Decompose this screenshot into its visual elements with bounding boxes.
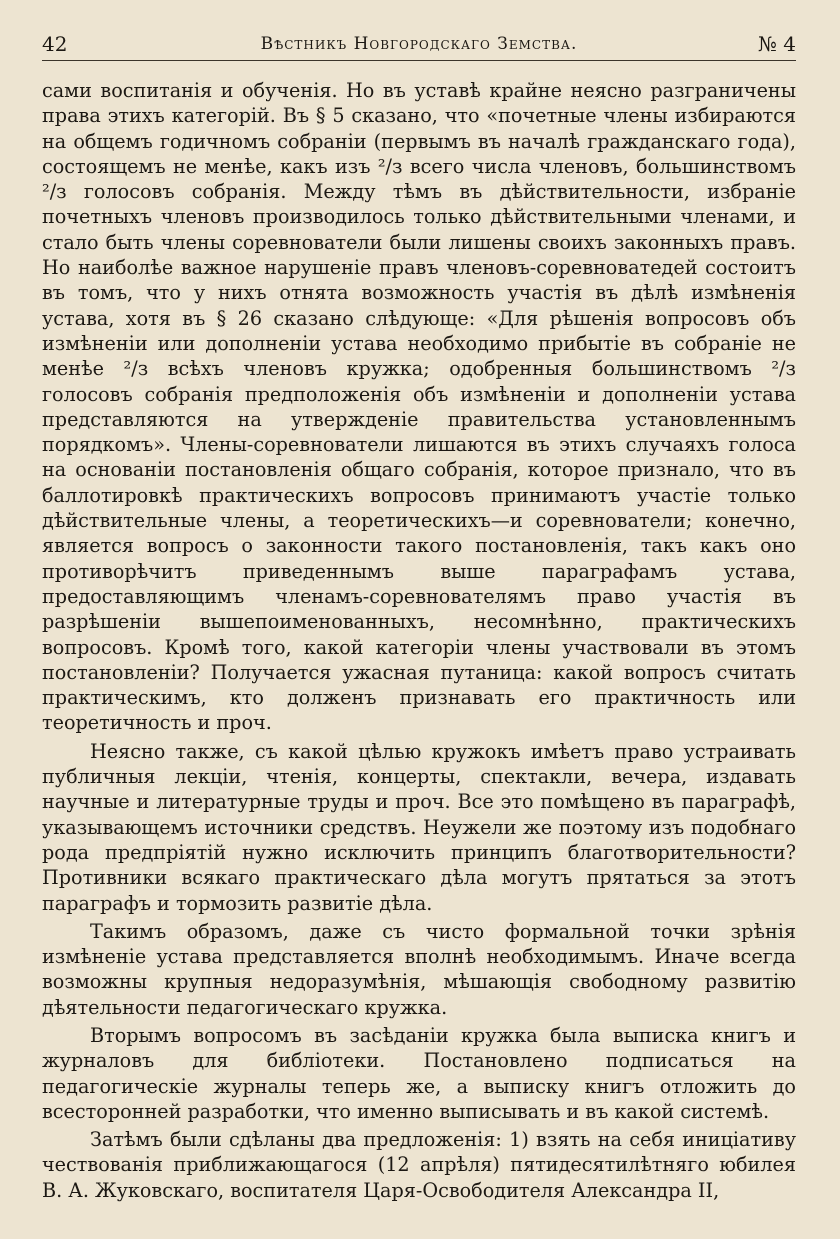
page-number: 42 — [42, 32, 68, 56]
running-title: Вѣстникъ Новгородскаго Земства. — [260, 34, 578, 54]
article-body — [42, 78, 796, 1203]
document-page — [42, 30, 796, 1206]
paragraph: сами воспитанія и обученія. Но въ уставѣ крайне неясно разграничены права этихъ категорій. Въ § 5 сказано, что «почетные члены избираются на общемъ годичномъ собраніи (первымъ въ началѣ гражданскаго года), состоящемъ не менѣе, какъ изъ ²/з всего числа членовъ, большинствомъ ²/з голосовъ собранія. Между тѣмъ въ дѣйствительности, избраніе почетныхъ членовъ производилось только дѣйствительными членами, и стало быть члены соревнователи были лишены своихъ законныхъ правъ. Но наиболѣе важное нарушеніе правъ членовъ-соревноватедей состоитъ въ томъ, что у нихъ отнята возможность участія въ дѣлѣ измѣненія устава, хотя въ § 26 сказано слѣдующе: «Для рѣшенія вопросовъ объ измѣненіи или дополненіи устава необходимо прибытіе въ собраніе не менѣе ²/з всѣхъ членовъ кружка; одобренныя большинствомъ ²/з голосовъ собранія предположенія объ измѣненіи и дополненіи устава представляются на утвержденіе правительства установленнымъ порядкомъ». Члены-соревнователи лишаются въ этихъ случаяхъ голоса на основаніи постановленія общаго собранія, которое признало, что въ баллотировкѣ практическихъ вопросовъ принимаютъ участіе только дѣйствительные члены, а теоретическихъ—и соревнователи; конечно, является вопросъ о законности такого постановленія, такъ какъ оно противорѣчитъ приведеннымъ выше параграфамъ устава, предоставляющимъ членамъ-соревнователямъ право участія въ разрѣшеніи вышепоименованныхъ, несомнѣнно, практическихъ вопросовъ. Кромѣ того, какой категоріи члены участвовали въ этомъ постановленіи? Получается ужасная путаница: какой вопросъ считать практическимъ, кто долженъ признавать его практичность или теоретичность и проч. — [42, 79, 796, 735]
paragraph: Неясно также, съ какой цѣлью кружокъ имѣетъ право устраивать публичныя лекціи, чтенія, концерты, спектакли, вечера, издавать научные и литературные труды и проч. Все это помѣщено въ параграфѣ, указывающемъ источники средствъ. Неужели же поэтому изъ подобнаго рода предпріятій нужно исключить принципъ благотворительности? Противники всякаго практическаго дѣла могутъ прятаться за этотъ параграфъ и тормозить развитіе дѣла. — [42, 739, 796, 915]
paragraph: Такимъ образомъ, даже съ чисто формальной точки зрѣнія измѣненіе устава представляется вполнѣ необходимымъ. Иначе всегда возможны крупныя недоразумѣнія, мѣшающія свободному развитію дѣятельности педагогическаго кружка. — [42, 919, 796, 1019]
paragraph: Затѣмъ были сдѣланы два предложенія: 1) взять на себя иниціативу чествованія приближающагося (12 апрѣля) пятидесятилѣтняго юбилея В. А. Жуковскаго, воспитателя Царя-Освободителя Александра II, — [42, 1128, 796, 1202]
issue-number: № 4 — [757, 32, 796, 56]
paragraph: Вторымъ вопросомъ въ засѣданіи кружка была выписка книгъ и журналовъ для библіотеки. Постановлено подписаться на педагогическіе журналы теперь же, а выписку книгъ отложить до всесторонней разработки, что именно выписывать и въ какой системѣ. — [42, 1023, 796, 1123]
page-header — [42, 30, 796, 61]
